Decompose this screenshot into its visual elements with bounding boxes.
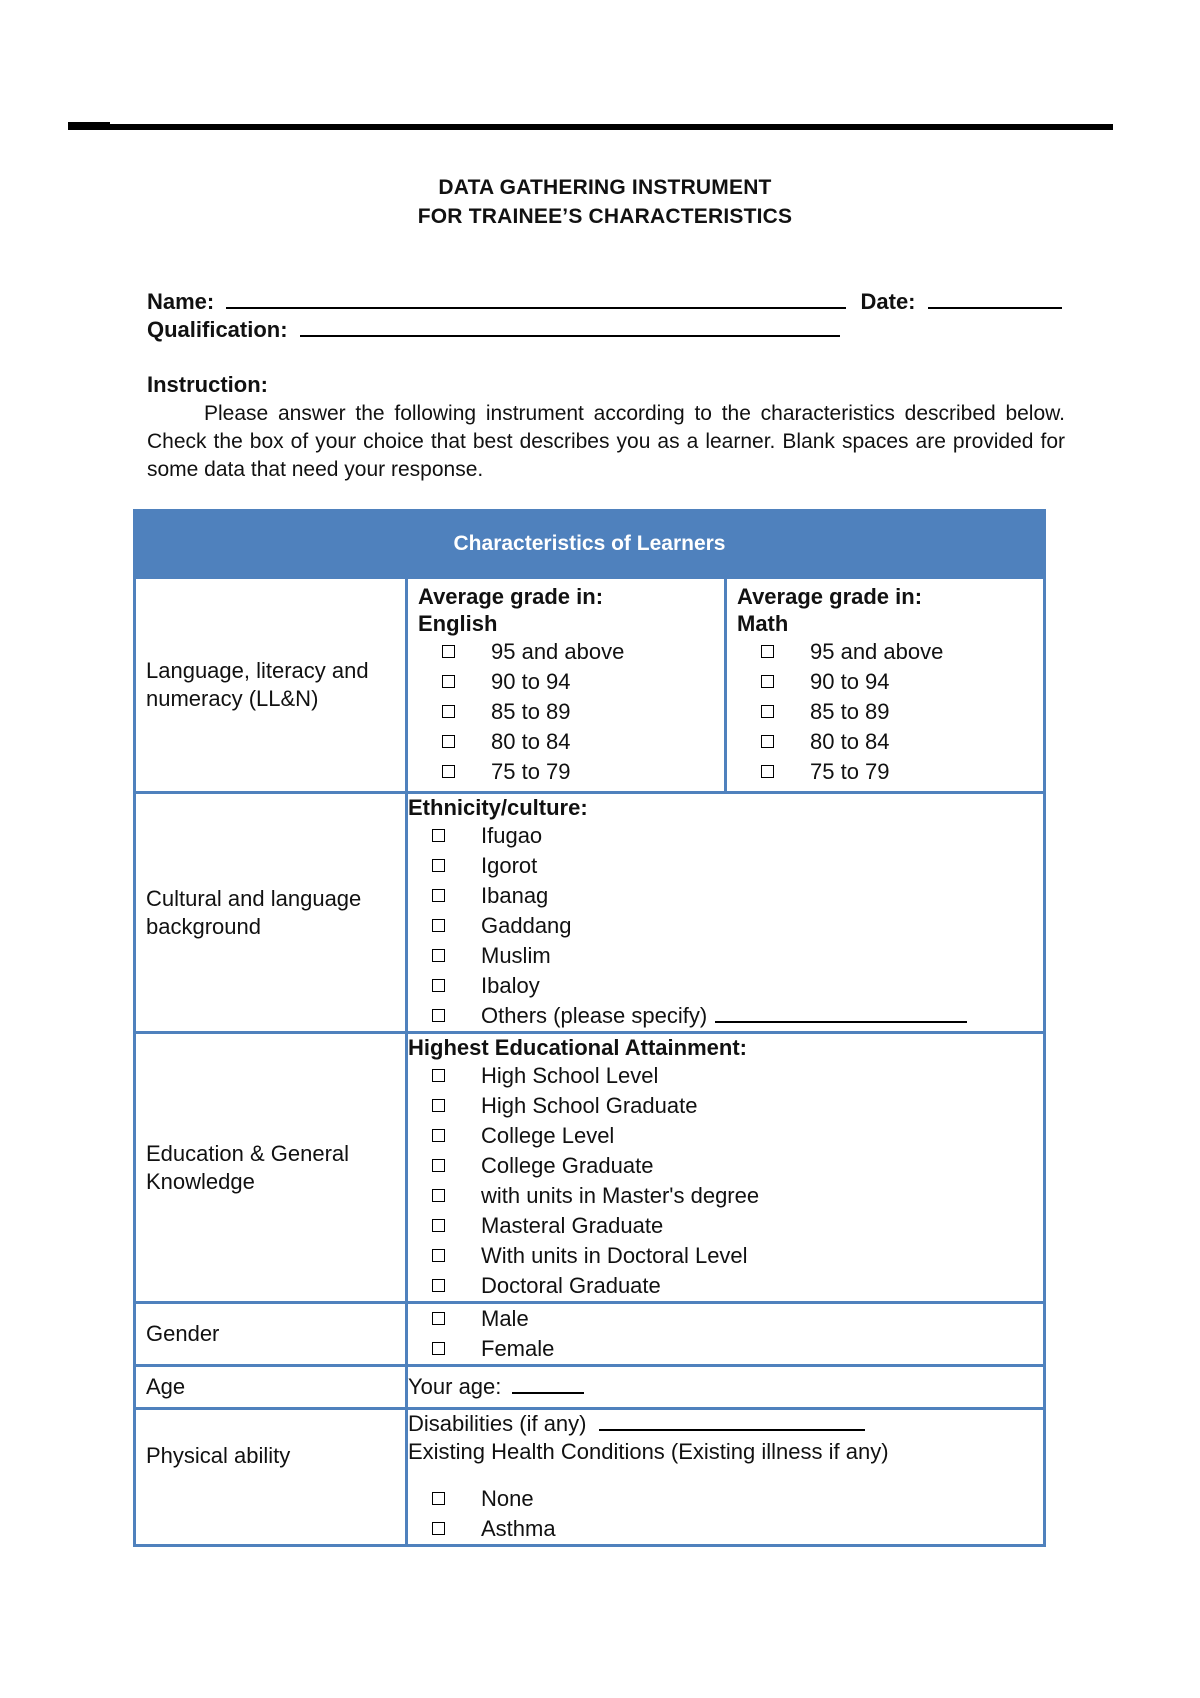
- checkbox-icon[interactable]: [432, 1219, 445, 1232]
- category-culture: Cultural and language background: [135, 793, 407, 1033]
- education-option[interactable]: Masteral Graduate: [408, 1211, 1043, 1241]
- checkbox-icon[interactable]: [432, 1342, 445, 1355]
- disabilities-label: Disabilities (if any): [408, 1411, 587, 1436]
- checkbox-icon[interactable]: [432, 1159, 445, 1172]
- category-llm: Language, literacy and numeracy (LL&N): [135, 578, 407, 793]
- checkbox-icon[interactable]: [432, 1009, 445, 1022]
- english-grade-group: [408, 579, 727, 791]
- health-label: Existing Health Conditions (Existing illness if any): [408, 1439, 889, 1464]
- row-age: [135, 1366, 1045, 1409]
- education-heading: Highest Educational Attainment:: [408, 1035, 747, 1060]
- disabilities-blank[interactable]: [599, 1410, 865, 1431]
- education-option[interactable]: High School Level: [408, 1061, 1043, 1091]
- name-label: Name:: [147, 289, 215, 314]
- english-option[interactable]: 90 to 94: [418, 667, 714, 697]
- education-option[interactable]: High School Graduate: [408, 1091, 1043, 1121]
- checkbox-icon[interactable]: [432, 919, 445, 932]
- checkbox-icon[interactable]: [432, 1312, 445, 1325]
- gender-option[interactable]: Female: [408, 1334, 1043, 1364]
- checkbox-icon[interactable]: [761, 675, 774, 688]
- checkbox-icon[interactable]: [432, 829, 445, 842]
- instruction-body: Please answer the following instrument according to the characteristics described below. Check the box of your choice that best describes you as a learner. Blank spaces are provided for some data that need your response.: [147, 402, 1065, 481]
- math-heading-1: Average grade in:: [737, 584, 923, 609]
- checkbox-icon[interactable]: [442, 735, 455, 748]
- english-option[interactable]: 80 to 84: [418, 727, 714, 757]
- checkbox-icon[interactable]: [432, 859, 445, 872]
- checkbox-icon[interactable]: [432, 889, 445, 902]
- education-option[interactable]: College Level: [408, 1121, 1043, 1151]
- checkbox-icon[interactable]: [432, 1492, 445, 1505]
- culture-option-others[interactable]: Others (please specify): [408, 1001, 1043, 1031]
- checkbox-icon[interactable]: [761, 705, 774, 718]
- age-prompt: Your age:: [408, 1374, 502, 1399]
- english-option[interactable]: 75 to 79: [418, 757, 714, 787]
- category-physical: Physical ability: [135, 1409, 407, 1546]
- culture-option[interactable]: Ibaloy: [408, 971, 1043, 1001]
- row-education: [135, 1033, 1045, 1303]
- checkbox-icon[interactable]: [442, 705, 455, 718]
- name-blank[interactable]: [226, 288, 846, 309]
- english-heading-1: Average grade in:: [418, 584, 604, 609]
- category-gender: Gender: [135, 1303, 407, 1366]
- checkbox-icon[interactable]: [442, 645, 455, 658]
- checkbox-icon[interactable]: [761, 645, 774, 658]
- math-option[interactable]: 80 to 84: [737, 727, 1033, 757]
- checkbox-icon[interactable]: [432, 949, 445, 962]
- checkbox-icon[interactable]: [761, 765, 774, 778]
- math-option[interactable]: 95 and above: [737, 637, 1033, 667]
- characteristics-table: [133, 509, 1046, 1547]
- instruction-heading: Instruction:: [147, 372, 268, 397]
- checkbox-icon[interactable]: [761, 735, 774, 748]
- math-option[interactable]: 90 to 94: [737, 667, 1033, 697]
- checkbox-icon[interactable]: [442, 765, 455, 778]
- education-option[interactable]: Doctoral Graduate: [408, 1271, 1043, 1301]
- math-option[interactable]: 75 to 79: [737, 757, 1033, 787]
- category-age: Age: [135, 1366, 407, 1409]
- checkbox-icon[interactable]: [432, 1099, 445, 1112]
- doc-title-line1: DATA GATHERING INSTRUMENT: [438, 176, 772, 199]
- doc-title-line2: FOR TRAINEE’S CHARACTERISTICS: [417, 205, 793, 228]
- health-option[interactable]: Asthma: [408, 1514, 1043, 1544]
- qualification-line: [147, 316, 840, 343]
- checkbox-icon[interactable]: [432, 1189, 445, 1202]
- culture-option[interactable]: Gaddang: [408, 911, 1043, 941]
- checkbox-icon[interactable]: [432, 1069, 445, 1082]
- culture-heading: Ethnicity/culture:: [408, 795, 588, 820]
- english-option[interactable]: 95 and above: [418, 637, 714, 667]
- english-option[interactable]: 85 to 89: [418, 697, 714, 727]
- date-blank[interactable]: [928, 288, 1062, 309]
- qualification-blank[interactable]: [300, 316, 840, 337]
- row-culture: [135, 793, 1045, 1033]
- math-option[interactable]: 85 to 89: [737, 697, 1033, 727]
- health-option[interactable]: None: [408, 1484, 1043, 1514]
- checkbox-icon[interactable]: [442, 675, 455, 688]
- education-option[interactable]: College Graduate: [408, 1151, 1043, 1181]
- education-option[interactable]: With units in Doctoral Level: [408, 1241, 1043, 1271]
- row-llm: [135, 578, 1045, 793]
- checkbox-icon[interactable]: [432, 979, 445, 992]
- row-gender: [135, 1303, 1045, 1366]
- header-rule: [68, 124, 1113, 130]
- math-grade-group: [727, 579, 1043, 791]
- english-heading-2: English: [418, 611, 498, 636]
- age-blank[interactable]: [512, 1373, 584, 1394]
- culture-option[interactable]: Muslim: [408, 941, 1043, 971]
- checkbox-icon[interactable]: [432, 1279, 445, 1292]
- culture-option[interactable]: Ifugao: [408, 821, 1043, 851]
- math-heading-2: Math: [737, 611, 789, 636]
- checkbox-icon[interactable]: [432, 1129, 445, 1142]
- checkbox-icon[interactable]: [432, 1522, 445, 1535]
- table-header: Characteristics of Learners: [135, 511, 1045, 578]
- name-date-line: [147, 288, 1062, 315]
- education-option[interactable]: with units in Master's degree: [408, 1181, 1043, 1211]
- row-physical: [135, 1409, 1045, 1546]
- qualification-label: Qualification:: [147, 317, 288, 342]
- gender-option[interactable]: Male: [408, 1304, 1043, 1334]
- checkbox-icon[interactable]: [432, 1249, 445, 1262]
- date-label: Date:: [860, 289, 916, 314]
- culture-option[interactable]: Ibanag: [408, 881, 1043, 911]
- category-education: Education & General Knowledge: [135, 1033, 407, 1303]
- culture-option[interactable]: Igorot: [408, 851, 1043, 881]
- others-blank[interactable]: [715, 1002, 967, 1023]
